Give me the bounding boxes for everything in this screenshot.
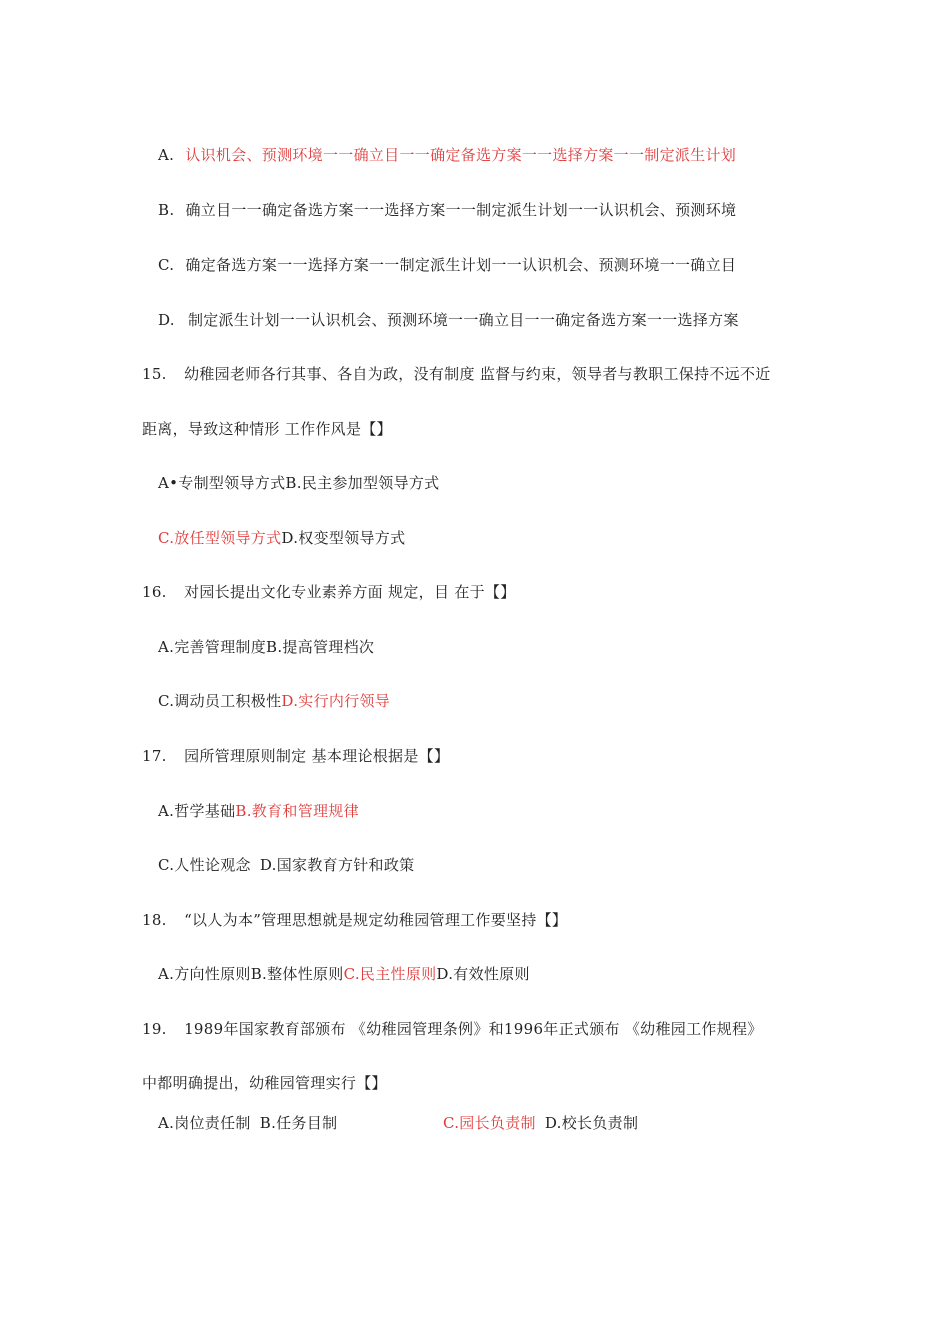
option-a: A.方向性原则	[158, 965, 251, 983]
option-text: 确立目一一确定备选方案一一选择方案一一制定派生计划一一认识机会、预测环境	[185, 201, 737, 219]
option-d: D.校长负责制	[544, 1114, 639, 1132]
option-b: B.任务目制	[259, 1114, 338, 1132]
q15-options-ab	[158, 473, 439, 493]
q19-question	[142, 1019, 763, 1039]
q17-options-cd	[158, 855, 414, 875]
option-d: D.有效性原则	[436, 965, 530, 983]
option-a: A.完善管理制度	[158, 638, 267, 656]
question-text: 对园长提出文化专业素养方面 规定，目 在于【】	[184, 583, 516, 601]
option-text: 确定备选方案一一选择方案一一制定派生计划一一认识机会、预测环境一一确立目	[185, 256, 737, 274]
option-label: D.	[158, 311, 175, 329]
question-number: 19.	[142, 1020, 167, 1038]
question-number: 17.	[142, 747, 167, 765]
option-label: C.	[158, 256, 175, 274]
q17-options-ab	[158, 801, 359, 821]
question-number: 15.	[142, 365, 167, 383]
q14-option-b	[158, 200, 736, 220]
option-d-correct: D.实行内行领导	[281, 692, 391, 710]
q14-option-c	[158, 255, 736, 275]
q19-options-ab	[158, 1113, 337, 1133]
question-number: 18.	[142, 911, 167, 929]
question-text: 园所管理原则制定 基本理论根据是【】	[184, 747, 450, 765]
option-label: A.	[158, 146, 175, 164]
q15-options-cd	[158, 528, 405, 548]
q16-question	[142, 582, 516, 602]
q17-question	[142, 746, 449, 766]
q19-options-cd	[443, 1113, 638, 1133]
option-b: B.民主参加型领导方式	[285, 474, 440, 492]
question-number: 16.	[142, 583, 167, 601]
q18-options	[158, 964, 530, 984]
option-label: B.	[158, 201, 175, 219]
q14-option-a	[158, 145, 736, 165]
option-c-correct: C.民主性原则	[343, 965, 437, 983]
q15-question-cont	[142, 419, 392, 439]
option-b-correct: B.教育和管理规律	[235, 802, 359, 820]
option-text-correct: 认识机会、预测环境一一确立目一一确定备选方案一一选择方案一一制定派生计划	[185, 146, 737, 164]
question-text: 中都明确提出，幼稚园管理实行【】	[142, 1074, 387, 1092]
option-b: B.提高管理档次	[266, 638, 375, 656]
option-a: A.哲学基础	[158, 802, 236, 820]
q18-question	[142, 910, 567, 930]
option-d: D.权变型领导方式	[281, 529, 406, 547]
option-c-correct: C.园长负责制	[443, 1114, 536, 1132]
option-b: B.整体性原则	[250, 965, 344, 983]
option-a: A.岗位责任制	[158, 1114, 251, 1132]
q14-option-d	[158, 310, 739, 330]
q16-options-ab	[158, 637, 374, 657]
option-c-correct: C.放任型领导方式	[158, 529, 282, 547]
question-text: 距离，导致这种情形 工作作风是【】	[142, 420, 392, 438]
option-text: 制定派生计划一一认识机会、预测环境一一确立目一一确定备选方案一一选择方案	[187, 311, 739, 329]
q16-options-cd	[158, 691, 390, 711]
question-text: “以人为本”管理思想就是规定幼稚园管理工作要坚持【】	[184, 911, 568, 929]
question-text: 幼稚园老师各行其事、各自为政，没有制度 监督与约束，领导者与教职工保持不远不近	[184, 365, 771, 383]
option-a: A•专制型领导方式	[158, 474, 286, 492]
q15-question	[142, 364, 771, 384]
question-text: 1989年国家教育部颁布 《幼稚园管理条例》和1996年正式颁布 《幼稚园工作规程》	[184, 1020, 763, 1038]
option-c: C.调动员工积极性	[158, 692, 282, 710]
option-d: D.国家教育方针和政策	[259, 856, 415, 874]
q19-question-cont	[142, 1073, 387, 1093]
option-c: C.人性论观念	[158, 856, 251, 874]
